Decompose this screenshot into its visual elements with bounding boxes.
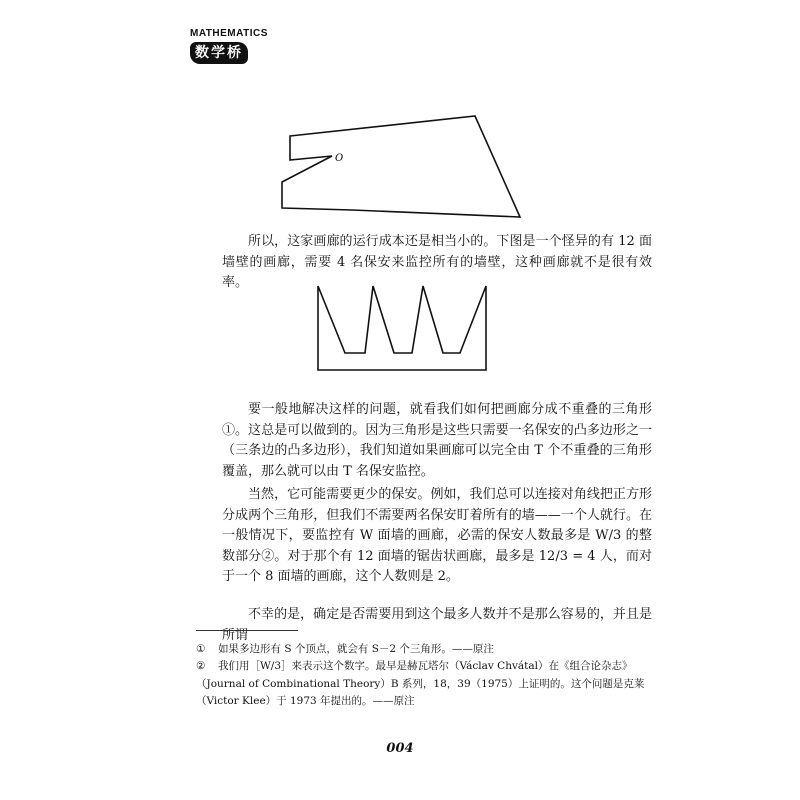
footnote-1-marker: ① bbox=[196, 643, 206, 655]
page-number: 004 bbox=[386, 741, 414, 756]
paragraph-3: 当然，它可能需要更少的保安。例如，我们总可以连接对角线把正方形分成两个三角形，但我们不需要两名保安盯着所有的墙——一个人就行。在一般情况下，要监控有 W 面墙的画廊，必需的保安人数最多是 W/3 的整数部分②。对于那个有 12 面墙的锯齿状画廊，最多是 12/3 = 4 人，而对于一个 8 面墙的画廊，这个人数则是 2。 bbox=[222, 487, 652, 584]
footnote-1 bbox=[196, 641, 656, 659]
footnote-2-text: 我们用［W/3］来表示这个数字。最早是赫瓦塔尔（Václav Chvátal）在《组合论杂志》（Journal of Combinational Theory）B 系列，18，39（1975）上证明的。这个问题是克莱（Victor Klee）于 1973 年提出的。——原注 bbox=[196, 660, 645, 707]
point-o-label: O bbox=[335, 153, 344, 164]
gallery-polygon-figure bbox=[270, 110, 530, 225]
footnote-2-marker: ② bbox=[196, 660, 206, 672]
logo-title: 数学桥 bbox=[190, 42, 248, 64]
series-logo bbox=[190, 28, 268, 78]
logo-wordmark: MATHEMATICS bbox=[190, 28, 268, 39]
jagged-gallery-polygon bbox=[318, 286, 486, 370]
paragraph-1: 所以，这家画廊的运行成本还是相当小的。下图是一个怪异的有 12 面墙壁的画廊，需要 4 名保安来监控所有的墙壁，这种画廊就不是很有效率。 bbox=[222, 234, 652, 290]
jagged-gallery-figure bbox=[310, 280, 490, 375]
footnote-2 bbox=[196, 658, 656, 711]
gallery-polygon bbox=[282, 116, 520, 217]
footnote-divider bbox=[196, 630, 298, 631]
paragraph-2: 要一般地解决这样的问题，就看我们如何把画廊分成不重叠的三角形①。这总是可以做到的。因为三角形是这些只需要一名保安的凸多边形之一（三条边的凸多边形），我们知道如果画廊可以完全由 T 个不重叠的三角形覆盖，那么就可以由 T 名保安监控。 bbox=[222, 402, 652, 479]
footnote-1-text: 如果多边形有 S 个顶点，就会有 S－2 个三角形。——原注 bbox=[218, 643, 494, 655]
paragraph-4: 不幸的是，确定是否需要用到这个最多人数并不是那么容易的，并且是所谓 bbox=[222, 607, 652, 643]
